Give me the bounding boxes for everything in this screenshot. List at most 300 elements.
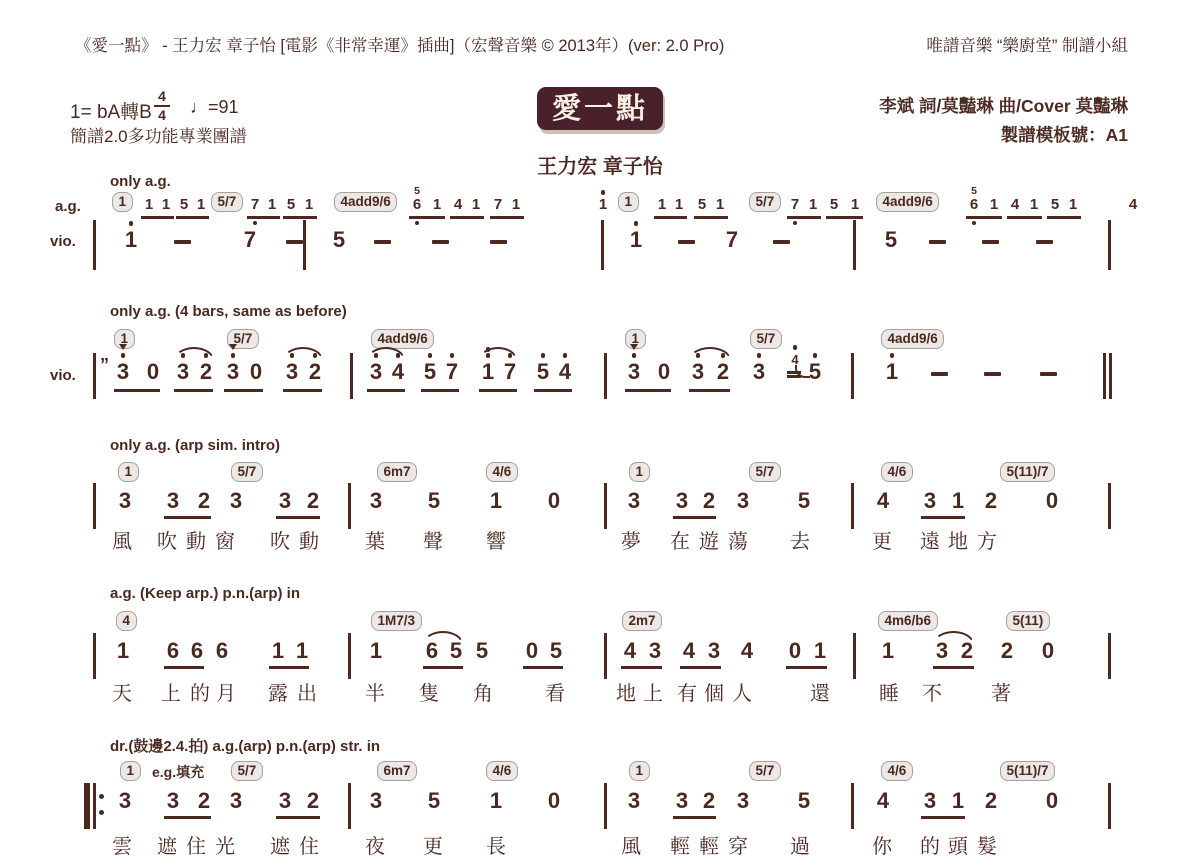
note-value: 1	[808, 196, 818, 213]
note	[166, 640, 180, 662]
note-value: 3	[923, 488, 937, 513]
octave-dot	[813, 353, 818, 358]
chord-symbol: 1	[114, 329, 135, 349]
lyric-char: 睡	[879, 683, 899, 705]
note	[199, 361, 213, 383]
note	[197, 790, 211, 812]
chord-symbol: 5/7	[211, 192, 243, 212]
lyric-char: 動	[186, 531, 206, 553]
sustain-dash	[490, 240, 507, 244]
barline	[1108, 483, 1111, 529]
beam-line	[621, 666, 662, 669]
lyric-char: 穿	[728, 836, 748, 858]
note	[1028, 197, 1040, 212]
barline	[604, 353, 607, 399]
sustain-dash	[432, 240, 449, 244]
note-value: 1	[951, 488, 965, 513]
note	[629, 229, 643, 251]
note	[369, 790, 383, 812]
lyric-char: 雲	[112, 836, 132, 858]
note	[190, 640, 204, 662]
accent-mark	[229, 344, 237, 350]
lyric-char: 不	[922, 683, 942, 705]
breath-mark: ”	[100, 355, 109, 375]
note-value: 2	[702, 488, 716, 513]
chord-symbol: 5/7	[749, 192, 781, 212]
note-value: 6	[215, 638, 229, 663]
barline	[348, 783, 351, 829]
note-value: 3	[369, 488, 383, 513]
beam-line	[114, 389, 160, 392]
note	[984, 490, 998, 512]
note-value: 2	[984, 488, 998, 513]
octave-dot-below	[415, 221, 420, 226]
note	[984, 790, 998, 812]
note	[876, 790, 890, 812]
note-value: 1	[813, 638, 827, 663]
note-value: 3	[118, 788, 132, 813]
sustain-dash	[678, 240, 695, 244]
chord-symbol: 4add9/6	[371, 329, 434, 349]
note	[1127, 197, 1139, 212]
note	[547, 790, 561, 812]
note-value: 5	[332, 227, 346, 252]
note-value: 1	[481, 359, 495, 384]
note	[176, 361, 190, 383]
sustain-dash	[984, 372, 1001, 376]
octave-dot	[563, 353, 568, 358]
time-signature-numerator: 4	[158, 88, 166, 104]
octave-dot	[231, 353, 236, 358]
note-value: 7	[493, 196, 503, 213]
barline	[93, 633, 96, 679]
note	[285, 361, 299, 383]
beam-line	[786, 666, 827, 669]
note	[623, 640, 637, 662]
chord-symbol: 5/7	[749, 761, 781, 781]
note	[725, 229, 739, 251]
end-barline	[1109, 353, 1112, 399]
note-value: 6	[166, 638, 180, 663]
note	[489, 490, 503, 512]
slur-arc	[689, 347, 731, 360]
note	[166, 490, 180, 512]
beam-line	[141, 216, 174, 219]
note-value: 4	[682, 638, 696, 663]
note	[673, 197, 685, 212]
chord-symbol: 5/7	[227, 329, 259, 349]
note-value: 3	[369, 788, 383, 813]
note-value: 3	[285, 359, 299, 384]
lyric-char: 蕩	[728, 531, 748, 553]
note	[1067, 197, 1079, 212]
chord-symbol: 5/7	[749, 462, 781, 482]
note	[627, 490, 641, 512]
barline	[93, 483, 96, 529]
note-value: 1	[885, 359, 899, 384]
note-value: 6	[412, 196, 422, 213]
voice-annotation: only a.g. (4 bars, same as before)	[110, 303, 347, 320]
time-signature	[153, 89, 171, 122]
chord-symbol: 1M7/3	[371, 611, 422, 631]
barline	[851, 353, 854, 399]
barline	[853, 220, 856, 270]
chord-symbol: 1	[118, 462, 139, 482]
note-value: 6	[425, 638, 439, 663]
note-value: 2	[702, 788, 716, 813]
lyric-char: 有	[677, 683, 697, 705]
lyric-char: 的	[190, 683, 210, 705]
note	[266, 197, 278, 212]
accent-mark	[119, 344, 127, 350]
note	[797, 790, 811, 812]
beam-line	[673, 516, 716, 519]
note-value: 2	[199, 359, 213, 384]
chord-symbol: 1	[625, 329, 646, 349]
note-value: 1	[489, 488, 503, 513]
repeat-dot	[99, 810, 104, 815]
note-value: 5	[427, 788, 441, 813]
note-value: 3	[229, 788, 243, 813]
sustain-dash	[1036, 240, 1053, 244]
note-value: 3	[278, 788, 292, 813]
chord-symbol: 6m7	[377, 761, 417, 781]
chord-symbol: 4m6/b6	[878, 611, 938, 631]
chord-symbol: 5(11)	[1006, 611, 1050, 631]
note	[691, 361, 705, 383]
chord-symbol: 1	[112, 192, 133, 212]
note	[243, 229, 257, 251]
barline	[93, 353, 96, 399]
beam-line	[654, 216, 687, 219]
note-value: 3	[278, 488, 292, 513]
barline	[604, 633, 607, 679]
lyric-char: 光	[215, 836, 235, 858]
lyric-char: 露	[268, 683, 288, 705]
note-value: 0	[249, 359, 263, 384]
note-value: 0	[657, 359, 671, 384]
beam-line	[921, 816, 965, 819]
note-value: 1	[471, 196, 481, 213]
note	[295, 640, 309, 662]
note	[278, 790, 292, 812]
lyric-char: 住	[299, 836, 319, 858]
note	[492, 197, 504, 212]
lyric-char: 更	[872, 531, 892, 553]
note	[369, 490, 383, 512]
note-value: 1	[951, 788, 965, 813]
chord-symbol: 5/7	[231, 761, 263, 781]
note	[885, 361, 899, 383]
note	[271, 640, 285, 662]
note-value: 3	[116, 359, 130, 384]
note-value: 3	[229, 488, 243, 513]
note-value: 5	[697, 196, 707, 213]
note	[249, 197, 261, 212]
beam-line	[1047, 216, 1081, 219]
note-value: 2	[960, 638, 974, 663]
note	[445, 361, 459, 383]
staff-label: vio.	[50, 367, 76, 384]
octave-dot	[601, 190, 606, 195]
note-value: 1	[116, 638, 130, 663]
lyric-char: 聲	[423, 531, 443, 553]
lyric-char: 人	[732, 683, 752, 705]
note	[682, 640, 696, 662]
octave-dot	[541, 353, 546, 358]
barline	[1108, 220, 1111, 270]
beam-line	[423, 666, 463, 669]
note-value: 0	[146, 359, 160, 384]
note-value: 1	[144, 196, 154, 213]
note	[116, 640, 130, 662]
note	[1045, 790, 1059, 812]
note-value: 1	[598, 196, 608, 213]
lyric-char: 半	[365, 683, 385, 705]
lyric-char: 長	[486, 836, 506, 858]
chord-symbol: 1	[120, 761, 141, 781]
note	[1049, 197, 1061, 212]
lyric-char: 遮	[157, 836, 177, 858]
note-value: 1	[267, 196, 277, 213]
note	[427, 490, 441, 512]
note-value: 1	[432, 196, 442, 213]
end-barline	[1103, 353, 1106, 399]
sustain-dash	[931, 372, 948, 376]
note	[411, 185, 423, 213]
chord-symbol: 5/7	[231, 462, 263, 482]
beam-line	[283, 216, 317, 219]
note-value: 3	[118, 488, 132, 513]
note	[1009, 197, 1021, 212]
beam-line	[367, 389, 405, 392]
lyric-char: 方	[977, 531, 997, 553]
barline	[1108, 783, 1111, 829]
beam-line	[534, 389, 572, 392]
note	[876, 490, 890, 512]
beam-line	[689, 389, 730, 392]
note	[226, 361, 240, 383]
performers: 王力宏 章子怡	[537, 156, 663, 178]
barline	[1108, 633, 1111, 679]
accent-mark	[630, 344, 638, 350]
note-value: 0	[1045, 488, 1059, 513]
note-value: 6	[969, 196, 979, 213]
octave-dot-below	[793, 221, 798, 226]
note	[547, 490, 561, 512]
note	[215, 640, 229, 662]
chord-symbol: 5/7	[750, 329, 782, 349]
composer-credits: 李斌 詞/莫豔琳 曲/Cover 莫豔琳	[879, 96, 1128, 116]
beam-line	[826, 216, 863, 219]
barline	[348, 633, 351, 679]
octave-dot	[129, 221, 134, 226]
lyric-char: 還	[810, 683, 830, 705]
chord-symbol: 4/6	[486, 761, 518, 781]
note-value: 5	[884, 227, 898, 252]
note-value: 1	[511, 196, 521, 213]
note-value: 5	[427, 488, 441, 513]
note	[118, 490, 132, 512]
note	[549, 640, 563, 662]
lyric-char: 更	[423, 836, 443, 858]
beam-line	[409, 216, 445, 219]
note-value: 4	[1128, 196, 1138, 213]
note-value: 3	[627, 488, 641, 513]
note-value: 3	[166, 788, 180, 813]
note-value: 0	[788, 638, 802, 663]
octave-dot	[890, 353, 895, 358]
note	[716, 361, 730, 383]
note-value: 7	[243, 227, 257, 252]
lyric-char: 看	[545, 683, 565, 705]
note	[923, 790, 937, 812]
note-value: 1	[715, 196, 725, 213]
note	[391, 361, 405, 383]
note	[369, 361, 383, 383]
lyric-char: 月	[216, 683, 236, 705]
note-value: 3	[369, 359, 383, 384]
beam-line	[673, 816, 716, 819]
note	[808, 361, 822, 383]
note-value: 7	[503, 359, 517, 384]
note-value: 2	[306, 488, 320, 513]
beam-line	[176, 216, 209, 219]
slur-arc	[933, 631, 974, 644]
chord-symbol: 1	[629, 462, 650, 482]
sustain-dash	[286, 240, 303, 244]
voice-annotation: a.g. (Keep arp.) p.n.(arp) in	[110, 585, 301, 602]
note-value: 3	[627, 788, 641, 813]
sustain-dash	[374, 240, 391, 244]
note	[124, 229, 138, 251]
sustain-dash	[773, 240, 790, 244]
note	[736, 790, 750, 812]
sustain-dash	[1040, 372, 1057, 376]
barline	[601, 220, 604, 270]
note-value: 0	[1041, 638, 1055, 663]
octave-dot	[450, 353, 455, 358]
barline	[350, 353, 353, 399]
note	[597, 197, 609, 212]
beam-line	[164, 666, 204, 669]
note	[510, 197, 522, 212]
barline	[303, 220, 306, 270]
note-value: 3	[648, 638, 662, 663]
note	[303, 197, 315, 212]
tempo-marking: ♩=91	[190, 97, 239, 117]
note-value: 1	[674, 196, 684, 213]
note-value: 2	[308, 359, 322, 384]
note-value: 3	[935, 638, 949, 663]
note	[166, 790, 180, 812]
note	[249, 361, 263, 383]
note	[470, 197, 482, 212]
beam-line	[625, 389, 671, 392]
beam-line	[694, 216, 728, 219]
note	[627, 361, 641, 383]
note	[118, 790, 132, 812]
lyric-char: 上	[643, 683, 663, 705]
note	[475, 640, 489, 662]
beam-line	[276, 516, 320, 519]
note	[431, 197, 443, 212]
lyric-char: 上	[161, 683, 181, 705]
lyric-char: 夜	[365, 836, 385, 858]
note	[807, 197, 819, 212]
lyric-char: 髮	[977, 836, 997, 858]
note-value: 1	[657, 196, 667, 213]
note	[1041, 640, 1055, 662]
note-value: 1	[1068, 196, 1078, 213]
note-value: 5	[536, 359, 550, 384]
chord-symbol: 4add9/6	[876, 192, 939, 212]
note	[968, 185, 980, 213]
barline	[851, 783, 854, 829]
note	[503, 361, 517, 383]
note	[306, 790, 320, 812]
note-value: 2	[984, 788, 998, 813]
note	[797, 490, 811, 512]
note-value: 3	[736, 788, 750, 813]
note-value: 4	[623, 638, 637, 663]
note	[369, 640, 383, 662]
note-value: 5	[475, 638, 489, 663]
staff-label: vio.	[50, 233, 76, 250]
chord-symbol: 4add9/6	[881, 329, 944, 349]
chord-symbol: 1	[618, 192, 639, 212]
note	[1045, 490, 1059, 512]
lyric-char: 個	[704, 683, 724, 705]
lyric-char: 隻	[419, 683, 439, 705]
note-value: 1	[369, 638, 383, 663]
note-value: 2	[197, 788, 211, 813]
slur-arc	[479, 347, 517, 360]
note	[423, 361, 437, 383]
note-value: 5	[549, 638, 563, 663]
slur-arc	[283, 347, 323, 360]
lyric-char: 出	[297, 683, 317, 705]
note	[525, 640, 539, 662]
note	[696, 197, 708, 212]
lyric-char: 地	[616, 683, 636, 705]
note-value: 0	[525, 638, 539, 663]
lyric-char: 遠	[920, 531, 940, 553]
note-value: 7	[725, 227, 739, 252]
barline	[604, 483, 607, 529]
note-value: 5	[797, 788, 811, 813]
note-value: 3	[691, 359, 705, 384]
edition-note: 簡譜2.0多功能專業團譜	[70, 127, 247, 146]
chord-symbol: 5(11)/7	[1000, 761, 1055, 781]
barline	[93, 220, 96, 270]
lyric-char: 遮	[270, 836, 290, 858]
voice-annotation: only a.g. (arp sim. intro)	[110, 437, 281, 454]
beam-line	[921, 516, 965, 519]
note	[923, 490, 937, 512]
note	[146, 361, 160, 383]
note	[536, 361, 550, 383]
note	[714, 197, 726, 212]
note	[702, 790, 716, 812]
chord-symbol: 1	[629, 761, 650, 781]
note	[481, 361, 495, 383]
sustain-dash	[929, 240, 946, 244]
note	[828, 197, 840, 212]
octave-dot-below	[253, 221, 258, 226]
lyric-char: 動	[299, 531, 319, 553]
note-value: 1	[161, 196, 171, 213]
